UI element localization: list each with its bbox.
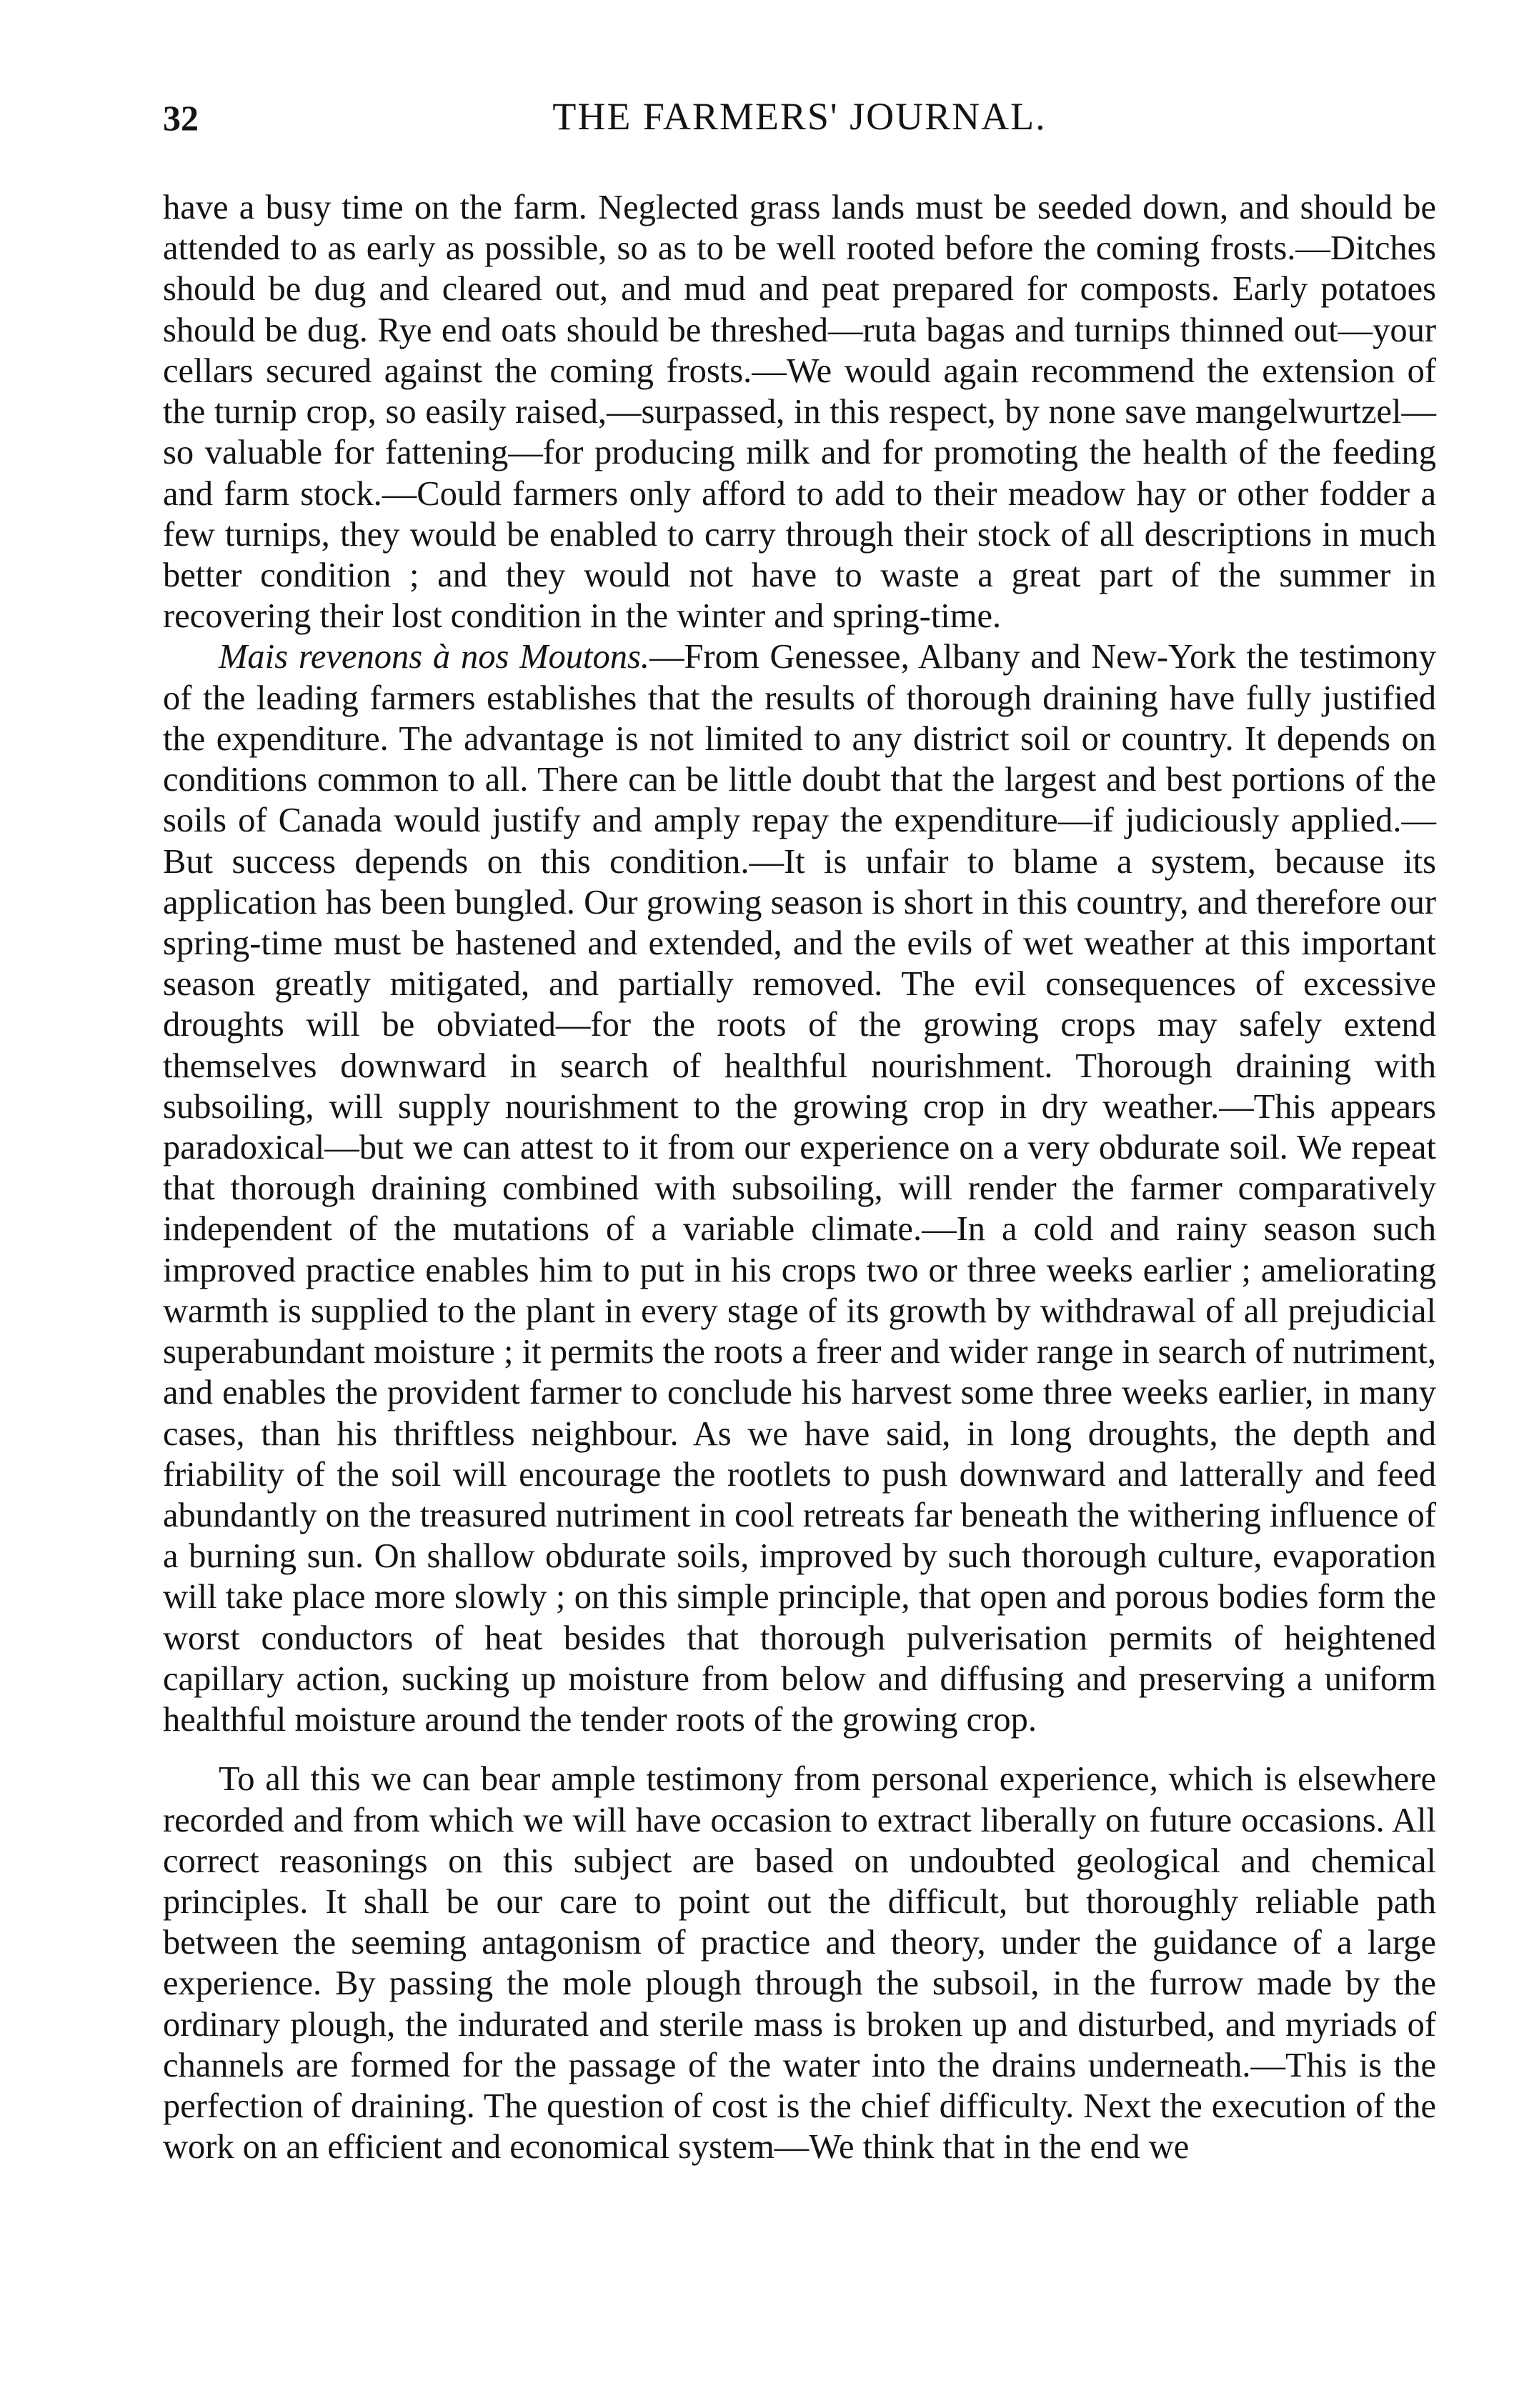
page-number: 32 — [163, 98, 199, 138]
article-body — [163, 187, 1436, 2168]
paragraph-2-italic-lead: Mais revenons à nos Moutons. — [219, 638, 650, 676]
page-header — [163, 91, 1436, 156]
running-title: THE FARMERS' JOURNAL. — [552, 95, 1047, 138]
paragraph-2-text: —From Genessee, Albany and New-York the testimony of the leading farmers establishes that the results of thorough draining have fully justified the expenditure. The advantage is not limited to any district soil or country. It depends on conditions common to all. There can be little doubt that the largest and best portions of the soils of Canada would justify and amply repay the expenditure—if judiciously applied.—But success depends on this condition.—It is unfair to blame a system, because its application has been bungled. Our growing season is short in this country, and therefore our spring-time must be hastened and extended, and the evils of wet weather at this important season greatly mitigated, and partially removed. The evil consequences of excessive droughts will be obviated—for the roots of the growing crops may safely extend themselves downward in search of healthful nourishment. Thorough draining with subsoiling, will supply nourishment to the growing crop in dry weather.—This appears paradoxical—but we can attest to it from our experience on a very obdurate soil. We repeat that thorough draining combined with subsoiling, will render the farmer comparatively independent of the mutations of a variable climate.—In a cold and rainy season such improved practice enables him to put in his crops two or three weeks earlier ; ameliorating warmth is supplied to the plant in every stage of its growth by withdrawal of all prejudicial superabundant moisture ; it permits the roots a freer and wider range in search of nutriment, and enables the provident farmer to conclude his harvest some three weeks earlier, in many cases, than his thriftless neighbour. As we have said, in long droughts, the depth and friability of the soil will encourage the rootlets to push downward and latterally and feed abundantly on the treasured nutriment in cool retreats far beneath the withering influence of a burning sun. On shallow obdurate soils, improved by such thorough culture, evaporation will take place more slowly ; on this simple principle, that open and porous bodies form the worst conductors of heat besides that thorough pulverisation permits of heightened capillary action, sucking up moisture from below and diffusing and preserving a uniform healthful moisture around the tender roots of the growing crop. — [163, 638, 1436, 1739]
paragraph-1: have a busy time on the farm. Neglected grass lands must be seeded down, and should be attended to as early as possible, so as to be well rooted before the coming frosts.—Ditches should be dug and cleared out, and mud and peat prepared for composts. Early potatoes should be dug. Rye end oats should be threshed—ruta bagas and turnips thinned out—your cellars secured against the coming frosts.—We would again recommend the extension of the turnip crop, so easily raised,—surpassed, in this respect, by none save mangelwurtzel—so valuable for fattening—for producing milk and for promoting the health of the feeding and farm stock.—Could farmers only afford to add to their meadow hay or other fodder a few turnips, they would be enabled to carry through their stock of all descriptions in much better condition ; and they would not have to waste a great part of the summer in recovering their lost condition in the winter and spring-time. — [163, 189, 1436, 636]
paragraph-2 — [163, 636, 1436, 1740]
paragraph-3: To all this we can bear ample testimony from personal experience, which is elsewhere recorded and from which we will have occasion to extract liberally on future occasions. All correct reasonings on this subject are based on undoubted geological and chemical principles. It shall be our care to point out the difficult, but thoroughly reliable path between the seeming antagonism of practice and theory, under the guidance of a large experience. By passing the mole plough through the subsoil, in the furrow made by the ordinary plough, the indurated and sterile mass is broken up and disturbed, and myriads of channels are formed for the passage of the water into the drains underneath.—This is the perfection of draining. The question of cost is the chief difficulty. Next the execution of the work on an efficient and economical system—We think that in the end we — [163, 1760, 1436, 2167]
